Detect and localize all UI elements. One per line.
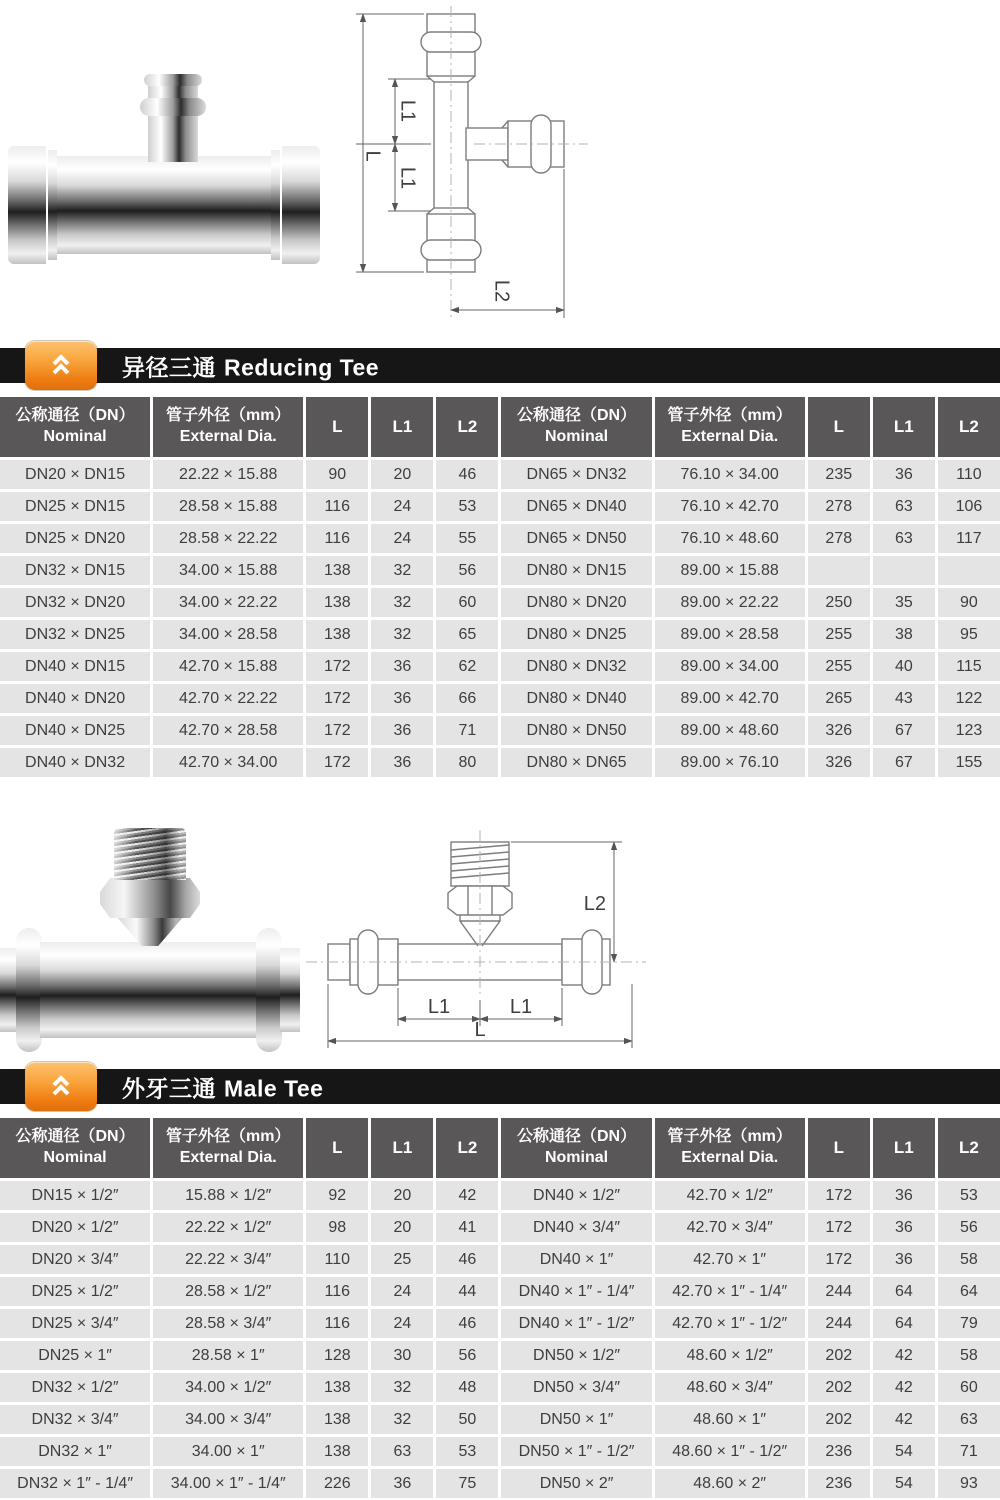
table-cell: 244 xyxy=(808,1277,870,1306)
photo-left-socket xyxy=(8,146,46,264)
table-cell: 36 xyxy=(873,1181,935,1210)
table-cell: DN80 × DN50 xyxy=(501,716,651,745)
reducing-tee-photo xyxy=(8,64,320,278)
table-cell: DN40 × 1/2″ xyxy=(501,1181,651,1210)
reducing-tee-drawing xyxy=(338,4,688,336)
reducing-tee-table xyxy=(0,394,1000,780)
table-cell xyxy=(808,556,870,585)
table-cell: 34.00 × 22.22 xyxy=(153,588,303,617)
column-header: L2 xyxy=(938,397,1000,457)
table-cell: DN20 × 3/4″ xyxy=(0,1245,150,1274)
table-cell: 89.00 × 28.58 xyxy=(655,620,805,649)
table-cell: 255 xyxy=(808,652,870,681)
photo-left-oring xyxy=(16,928,42,1052)
table-cell: 123 xyxy=(938,716,1000,745)
table-cell xyxy=(873,556,935,585)
table-cell: 76.10 × 34.00 xyxy=(655,460,805,489)
table-cell: DN80 × DN25 xyxy=(501,620,651,649)
table-cell: DN25 × 1″ xyxy=(0,1341,150,1370)
table-cell: DN40 × DN20 xyxy=(0,684,150,713)
table-cell: 80 xyxy=(436,748,498,777)
table-row xyxy=(0,1437,1000,1466)
table-cell: 48.60 × 1/2″ xyxy=(655,1341,805,1370)
table-cell: 55 xyxy=(436,524,498,553)
table-cell: DN25 × DN15 xyxy=(0,492,150,521)
table-cell: 42 xyxy=(873,1341,935,1370)
table-cell: 34.00 × 3/4″ xyxy=(153,1405,303,1434)
table-cell: 56 xyxy=(938,1213,1000,1242)
table-cell: DN65 × DN50 xyxy=(501,524,651,553)
column-header: 管子外径（mm） External Dia. xyxy=(153,397,303,457)
table-cell: DN80 × DN65 xyxy=(501,748,651,777)
table-cell: 42.70 × 3/4″ xyxy=(655,1213,805,1242)
table-cell: 71 xyxy=(938,1437,1000,1466)
table-cell: 172 xyxy=(306,684,368,713)
table-row xyxy=(0,652,1000,681)
table-cell: 46 xyxy=(436,460,498,489)
table-cell: DN15 × 1/2″ xyxy=(0,1181,150,1210)
table-cell: DN40 × 1″ - 1/2″ xyxy=(501,1309,651,1338)
section-bar-male-tee xyxy=(0,1069,1000,1104)
table-cell: 28.58 × 15.88 xyxy=(153,492,303,521)
dim-label-l: L xyxy=(361,150,384,162)
table-cell: 98 xyxy=(306,1213,368,1242)
table-cell: 20 xyxy=(371,460,433,489)
table-cell: 53 xyxy=(436,492,498,521)
table-cell: 48 xyxy=(436,1373,498,1402)
table-cell: 42.70 × 15.88 xyxy=(153,652,303,681)
table-row xyxy=(0,1181,1000,1210)
table-cell: 278 xyxy=(808,492,870,521)
column-header: L2 xyxy=(436,397,498,457)
table-cell: 235 xyxy=(808,460,870,489)
table-cell: 89.00 × 15.88 xyxy=(655,556,805,585)
table-cell: 24 xyxy=(371,524,433,553)
table-cell: DN80 × DN40 xyxy=(501,684,651,713)
table-cell: DN65 × DN40 xyxy=(501,492,651,521)
table-cell: DN80 × DN15 xyxy=(501,556,651,585)
table-cell: 250 xyxy=(808,588,870,617)
table-cell: 122 xyxy=(938,684,1000,713)
table-cell: 278 xyxy=(808,524,870,553)
dim-label-l1-bottom: L1 xyxy=(396,166,419,190)
table-cell: 36 xyxy=(371,684,433,713)
table-cell: 36 xyxy=(371,652,433,681)
table-cell: 38 xyxy=(873,620,935,649)
table-cell: 65 xyxy=(436,620,498,649)
table-cell: DN32 × 1/2″ xyxy=(0,1373,150,1402)
table-cell: 67 xyxy=(873,748,935,777)
table-cell: 41 xyxy=(436,1213,498,1242)
chevron-double-up-icon xyxy=(25,341,97,390)
section-title xyxy=(122,349,379,382)
table-cell: 24 xyxy=(371,1309,433,1338)
table-cell: DN20 × 1/2″ xyxy=(0,1213,150,1242)
table-cell: 255 xyxy=(808,620,870,649)
table-row xyxy=(0,1245,1000,1274)
column-header: L1 xyxy=(873,397,935,457)
table-cell: 244 xyxy=(808,1309,870,1338)
male-tee-table xyxy=(0,1115,1000,1500)
table-cell: 43 xyxy=(873,684,935,713)
table-cell: 58 xyxy=(938,1245,1000,1274)
table-cell: 89.00 × 22.22 xyxy=(655,588,805,617)
section-title-zh: 异径三通 xyxy=(122,354,216,380)
table-cell: DN40 × 1″ - 1/4″ xyxy=(501,1277,651,1306)
table-cell: 22.22 × 15.88 xyxy=(153,460,303,489)
table-cell: 54 xyxy=(873,1469,935,1498)
table-cell: DN80 × DN20 xyxy=(501,588,651,617)
table-cell: 34.00 × 1″ xyxy=(153,1437,303,1466)
column-header: 管子外径（mm） External Dia. xyxy=(655,397,805,457)
table-cell: 75 xyxy=(436,1469,498,1498)
table-cell: 138 xyxy=(306,1373,368,1402)
table-cell: 56 xyxy=(436,556,498,585)
column-header: L2 xyxy=(436,1118,498,1178)
table-cell: 117 xyxy=(938,524,1000,553)
dim-label-l: L xyxy=(474,1019,486,1041)
table-cell xyxy=(938,556,1000,585)
table-cell: 95 xyxy=(938,620,1000,649)
table-cell: 155 xyxy=(938,748,1000,777)
table-cell: 20 xyxy=(371,1213,433,1242)
male-tee-drawing xyxy=(300,826,660,1066)
table-cell: 226 xyxy=(306,1469,368,1498)
section-title-en: Male Tee xyxy=(224,1075,324,1101)
section-bar-reducing-tee xyxy=(0,348,1000,383)
photo-right-oring xyxy=(256,928,282,1052)
table-cell: 89.00 × 42.70 xyxy=(655,684,805,713)
table-row xyxy=(0,716,1000,745)
table-cell: 44 xyxy=(436,1277,498,1306)
table-cell: 42.70 × 34.00 xyxy=(153,748,303,777)
table-cell: 76.10 × 48.60 xyxy=(655,524,805,553)
photo-threaded-stem xyxy=(114,828,186,880)
table-cell: 92 xyxy=(306,1181,368,1210)
table-cell: 15.88 × 1/2″ xyxy=(153,1181,303,1210)
table-cell: 172 xyxy=(808,1213,870,1242)
table-cell: DN32 × DN15 xyxy=(0,556,150,585)
table-cell: 58 xyxy=(938,1341,1000,1370)
table-cell: 42 xyxy=(873,1373,935,1402)
table-cell: 116 xyxy=(306,1309,368,1338)
table-row xyxy=(0,588,1000,617)
column-header: L2 xyxy=(938,1118,1000,1178)
table-cell: 265 xyxy=(808,684,870,713)
fitting-outline xyxy=(328,842,610,994)
table-cell: 172 xyxy=(808,1181,870,1210)
table-cell: 110 xyxy=(938,460,1000,489)
table-cell: 138 xyxy=(306,588,368,617)
table-cell: 63 xyxy=(873,524,935,553)
table-cell: 172 xyxy=(306,716,368,745)
table-cell: 116 xyxy=(306,1277,368,1306)
table-cell: 36 xyxy=(371,1469,433,1498)
table-cell: 48.60 × 2″ xyxy=(655,1469,805,1498)
table-cell: 53 xyxy=(938,1181,1000,1210)
table-cell: 90 xyxy=(306,460,368,489)
column-header: L1 xyxy=(371,1118,433,1178)
column-header: L xyxy=(306,1118,368,1178)
table-cell: DN32 × 1″ xyxy=(0,1437,150,1466)
column-header: 公称通径（DN） Nominal xyxy=(0,1118,150,1178)
table-cell: 172 xyxy=(306,748,368,777)
table-cell: 60 xyxy=(938,1373,1000,1402)
table-cell: 42.70 × 1/2″ xyxy=(655,1181,805,1210)
photo-left-ring xyxy=(48,150,57,260)
table-cell: 48.60 × 1″ - 1/2″ xyxy=(655,1437,805,1466)
column-header: 公称通径（DN） Nominal xyxy=(501,1118,651,1178)
column-header: 公称通径（DN） Nominal xyxy=(0,397,150,457)
table-cell: DN40 × 3/4″ xyxy=(501,1213,651,1242)
section-title xyxy=(122,1070,323,1103)
dim-label-l1-top: L1 xyxy=(396,99,419,123)
table-cell: 32 xyxy=(371,1405,433,1434)
table-cell: DN40 × 1″ xyxy=(501,1245,651,1274)
table-cell: 67 xyxy=(873,716,935,745)
column-header: L1 xyxy=(371,397,433,457)
table-cell: 138 xyxy=(306,1405,368,1434)
table-cell: 53 xyxy=(436,1437,498,1466)
table-cell: 64 xyxy=(938,1277,1000,1306)
table-cell: 115 xyxy=(938,652,1000,681)
table-cell: 202 xyxy=(808,1405,870,1434)
table-cell: 76.10 × 42.70 xyxy=(655,492,805,521)
table-cell: 326 xyxy=(808,748,870,777)
table-cell: 32 xyxy=(371,620,433,649)
photo-branch-lip xyxy=(144,74,202,86)
table-cell: DN65 × DN32 xyxy=(501,460,651,489)
photo-right-socket xyxy=(282,146,320,264)
table-cell: 172 xyxy=(306,652,368,681)
table-cell: 71 xyxy=(436,716,498,745)
photo-body-tube xyxy=(57,156,271,254)
table-cell: 202 xyxy=(808,1373,870,1402)
table-cell: 60 xyxy=(436,588,498,617)
table-cell: 138 xyxy=(306,1437,368,1466)
dim-label-l1-right: L1 xyxy=(509,996,533,1018)
table-cell: 62 xyxy=(436,652,498,681)
table-cell: 116 xyxy=(306,524,368,553)
table-cell: 79 xyxy=(938,1309,1000,1338)
table-row xyxy=(0,1373,1000,1402)
photo-body-tube xyxy=(40,942,260,1038)
photo-right-stub xyxy=(280,948,300,1032)
section-title-zh: 外牙三通 xyxy=(122,1075,216,1101)
table-cell: 236 xyxy=(808,1437,870,1466)
table-cell: DN40 × DN32 xyxy=(0,748,150,777)
table-row xyxy=(0,1213,1000,1242)
table-cell: 42.70 × 28.58 xyxy=(153,716,303,745)
table-cell: 42.70 × 22.22 xyxy=(153,684,303,713)
table-cell: 89.00 × 34.00 xyxy=(655,652,805,681)
table-cell: 28.58 × 1″ xyxy=(153,1341,303,1370)
table-cell: 32 xyxy=(371,556,433,585)
table-cell: 172 xyxy=(808,1245,870,1274)
table-cell: 128 xyxy=(306,1341,368,1370)
table-cell: 90 xyxy=(938,588,1000,617)
table-cell: DN32 × DN25 xyxy=(0,620,150,649)
table-row xyxy=(0,492,1000,521)
table-cell: 42.70 × 1″ - 1/4″ xyxy=(655,1277,805,1306)
table-cell: 66 xyxy=(436,684,498,713)
table-cell: 42 xyxy=(873,1405,935,1434)
table-row xyxy=(0,1277,1000,1306)
table-cell: 138 xyxy=(306,556,368,585)
dim-label-l2: L2 xyxy=(583,893,606,915)
table-row xyxy=(0,748,1000,777)
chevron-double-up-icon xyxy=(25,1062,97,1111)
table-row xyxy=(0,524,1000,553)
table-cell: 30 xyxy=(371,1341,433,1370)
table-cell: 42.70 × 1″ - 1/2″ xyxy=(655,1309,805,1338)
table-cell: DN40 × DN15 xyxy=(0,652,150,681)
table-cell: 36 xyxy=(371,716,433,745)
table-cell: DN40 × DN25 xyxy=(0,716,150,745)
table-cell: 326 xyxy=(808,716,870,745)
table-cell: 54 xyxy=(873,1437,935,1466)
table-cell: DN50 × 2″ xyxy=(501,1469,651,1498)
table-cell: 89.00 × 76.10 xyxy=(655,748,805,777)
table-cell: 50 xyxy=(436,1405,498,1434)
table-cell: 236 xyxy=(808,1469,870,1498)
table-cell: 24 xyxy=(371,1277,433,1306)
table-row xyxy=(0,620,1000,649)
section-title-en: Reducing Tee xyxy=(224,354,380,380)
table-cell: 106 xyxy=(938,492,1000,521)
table-cell: 110 xyxy=(306,1245,368,1274)
table-cell: 48.60 × 3/4″ xyxy=(655,1373,805,1402)
column-header: 公称通径（DN） Nominal xyxy=(501,397,651,457)
table-cell: 42 xyxy=(436,1181,498,1210)
table-header-row xyxy=(0,397,1000,457)
table-cell: 56 xyxy=(436,1341,498,1370)
table-cell: 89.00 × 48.60 xyxy=(655,716,805,745)
table-row xyxy=(0,1309,1000,1338)
table-cell: 63 xyxy=(371,1437,433,1466)
table-cell: 64 xyxy=(873,1309,935,1338)
table-cell: 20 xyxy=(371,1181,433,1210)
table-cell: 34.00 × 28.58 xyxy=(153,620,303,649)
table-cell: 36 xyxy=(371,748,433,777)
table-cell: 138 xyxy=(306,620,368,649)
table-cell: 22.22 × 1/2″ xyxy=(153,1213,303,1242)
table-cell: DN32 × DN20 xyxy=(0,588,150,617)
table-row xyxy=(0,460,1000,489)
column-header: 管子外径（mm） External Dia. xyxy=(153,1118,303,1178)
table-cell: 64 xyxy=(873,1277,935,1306)
table-row xyxy=(0,1405,1000,1434)
photo-branch-ring xyxy=(140,98,206,116)
table-cell: DN80 × DN32 xyxy=(501,652,651,681)
table-cell: 46 xyxy=(436,1309,498,1338)
table-cell: 48.60 × 1″ xyxy=(655,1405,805,1434)
table-cell: DN25 × 3/4″ xyxy=(0,1309,150,1338)
table-cell: 40 xyxy=(873,652,935,681)
column-header: L1 xyxy=(873,1118,935,1178)
table-cell: DN32 × 3/4″ xyxy=(0,1405,150,1434)
dim-label-l2: L2 xyxy=(490,279,513,303)
table-cell: 36 xyxy=(873,1245,935,1274)
table-cell: 63 xyxy=(938,1405,1000,1434)
table-cell: 46 xyxy=(436,1245,498,1274)
column-header: L xyxy=(808,1118,870,1178)
dim-label-l1-left: L1 xyxy=(427,996,451,1018)
table-cell: 32 xyxy=(371,1373,433,1402)
column-header: L xyxy=(306,397,368,457)
table-row xyxy=(0,556,1000,585)
table-cell: 63 xyxy=(873,492,935,521)
table-cell: DN20 × DN15 xyxy=(0,460,150,489)
table-cell: DN25 × DN20 xyxy=(0,524,150,553)
photo-right-ring xyxy=(271,150,280,260)
table-cell: DN50 × 3/4″ xyxy=(501,1373,651,1402)
table-cell: DN50 × 1″ - 1/2″ xyxy=(501,1437,651,1466)
table-row xyxy=(0,1469,1000,1498)
table-cell: 36 xyxy=(873,1213,935,1242)
photo-branch-tube xyxy=(148,78,198,162)
table-cell: 22.22 × 3/4″ xyxy=(153,1245,303,1274)
column-header: L xyxy=(808,397,870,457)
table-cell: 34.00 × 1/2″ xyxy=(153,1373,303,1402)
table-cell: DN32 × 1″ - 1/4″ xyxy=(0,1469,150,1498)
male-tee-photo xyxy=(0,822,300,1064)
table-header-row xyxy=(0,1118,1000,1178)
table-cell: 116 xyxy=(306,492,368,521)
column-header: 管子外径（mm） External Dia. xyxy=(655,1118,805,1178)
table-cell: DN50 × 1″ xyxy=(501,1405,651,1434)
table-cell: 35 xyxy=(873,588,935,617)
table-cell: 93 xyxy=(938,1469,1000,1498)
fitting-outline xyxy=(421,14,564,272)
table-cell: 34.00 × 15.88 xyxy=(153,556,303,585)
table-cell: 34.00 × 1″ - 1/4″ xyxy=(153,1469,303,1498)
table-row xyxy=(0,684,1000,713)
photo-hex-nut xyxy=(100,878,200,918)
table-cell: 24 xyxy=(371,492,433,521)
table-cell: 202 xyxy=(808,1341,870,1370)
table-cell: DN25 × 1/2″ xyxy=(0,1277,150,1306)
table-cell: 36 xyxy=(873,460,935,489)
table-cell: 32 xyxy=(371,588,433,617)
table-cell: 28.58 × 3/4″ xyxy=(153,1309,303,1338)
table-cell: 28.58 × 1/2″ xyxy=(153,1277,303,1306)
table-cell: DN50 × 1/2″ xyxy=(501,1341,651,1370)
table-cell: 28.58 × 22.22 xyxy=(153,524,303,553)
table-row xyxy=(0,1341,1000,1370)
table-cell: 42.70 × 1″ xyxy=(655,1245,805,1274)
table-cell: 25 xyxy=(371,1245,433,1274)
